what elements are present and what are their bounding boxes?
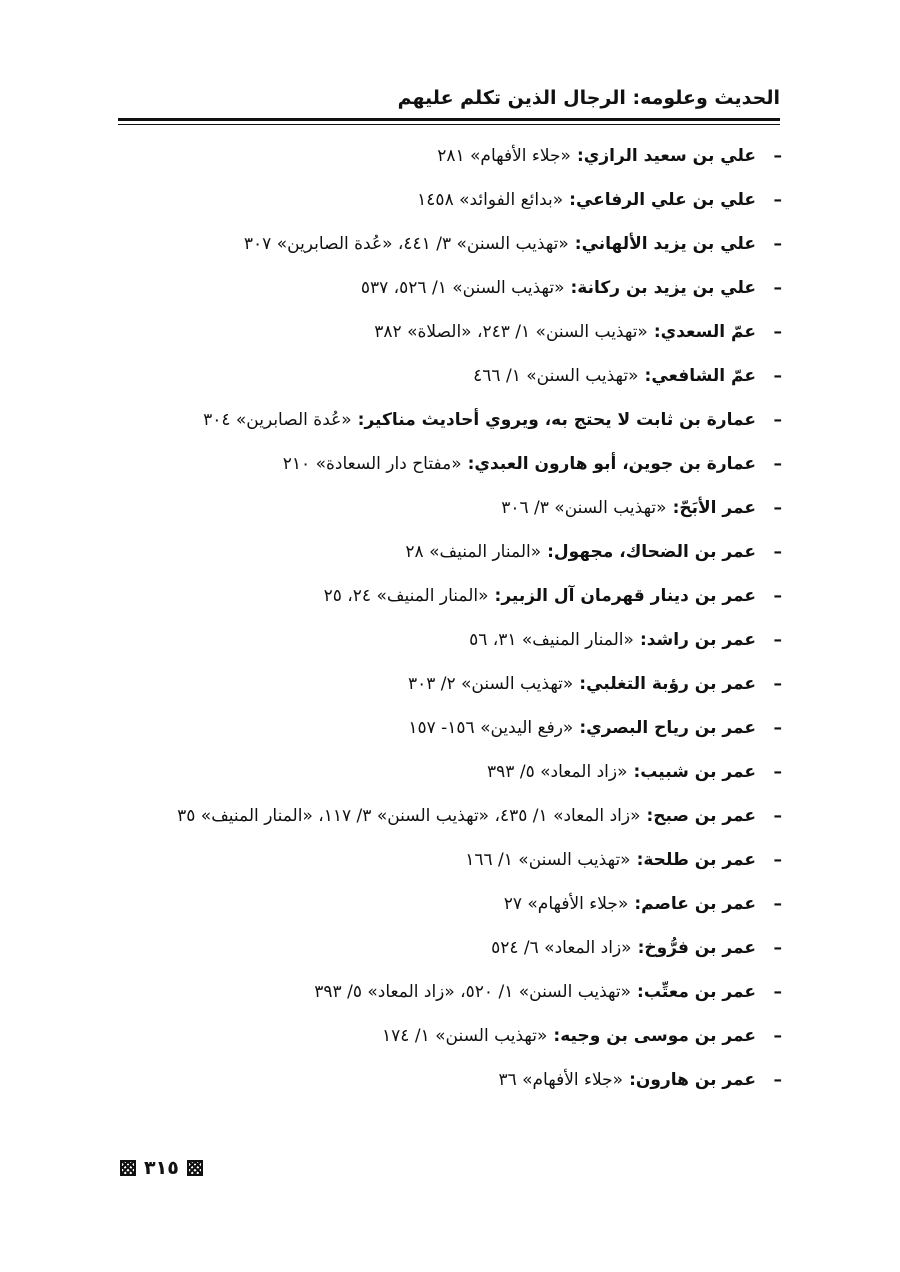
- entry-references: «تهذيب السنن» ١/ ٥٢٦، ٥٣٧: [360, 278, 565, 298]
- running-header-title: الحديث وعلومه: الرجال الذين تكلم عليهم: [397, 87, 780, 109]
- entry-references: «المنار المنيف» ٣١، ٥٦: [469, 630, 634, 650]
- index-entry: [100, 838, 782, 882]
- entry-name: عمر بن الضحاك، مجهول:: [547, 542, 756, 562]
- index-entry: [100, 794, 782, 838]
- index-entry: [100, 574, 782, 618]
- entry-references: «تهذيب السنن» ١/ ١٧٤: [382, 1026, 548, 1046]
- entry-references: «زاد المعاد» ١/ ٤٣٥، «تهذيب السنن» ٣/ ١١٧، «المنار المنيف» ٣٥: [177, 806, 641, 826]
- entry-references: «رفع اليدين» ١٥٦- ١٥٧: [408, 718, 574, 738]
- entry-dash: –: [773, 938, 782, 958]
- narrator-index-list: [100, 134, 782, 1102]
- entry-dash: –: [773, 498, 782, 518]
- index-entry: [100, 442, 782, 486]
- entry-name: عمر بن معتِّب:: [637, 982, 756, 1002]
- index-entry: [100, 970, 782, 1014]
- entry-name: عمّ الشافعي:: [644, 366, 756, 386]
- entry-name: عمر بن رؤبة التغلبي:: [579, 674, 756, 694]
- entry-name: عمّ السعدي:: [653, 322, 756, 342]
- entry-references: «تهذيب السنن» ١/ ٤٦٦: [473, 366, 639, 386]
- entry-name: علي بن يزيد الألهاني:: [574, 234, 756, 254]
- index-entry: [100, 1058, 782, 1102]
- entry-references: «جلاء الأفهام» ٢٨١: [437, 146, 571, 166]
- entry-dash: –: [773, 630, 782, 650]
- ornament-left-icon: [120, 1160, 136, 1176]
- entry-references: «عُدة الصابرين» ٣٠٤: [203, 410, 352, 430]
- entry-name: عمر بن دينار قهرمان آل الزبير:: [494, 586, 756, 606]
- index-entry: [100, 398, 782, 442]
- index-entry: [100, 1014, 782, 1058]
- entry-dash: –: [773, 278, 782, 298]
- entry-references: «جلاء الأفهام» ٢٧: [503, 894, 629, 914]
- entry-dash: –: [773, 674, 782, 694]
- entry-name: علي بن علي الرفاعي:: [569, 190, 756, 210]
- entry-references: «تهذيب السنن» ١/ ١٦٦: [465, 850, 631, 870]
- entry-name: علي بن يزيد بن ركانة:: [570, 278, 756, 298]
- index-entry: [100, 266, 782, 310]
- entry-dash: –: [773, 718, 782, 738]
- entry-references: «مفتاح دار السعادة» ٢١٠: [282, 454, 462, 474]
- entry-dash: –: [773, 410, 782, 430]
- page-footer: [120, 1154, 203, 1182]
- entry-name: عمر بن هارون:: [629, 1070, 756, 1090]
- index-entry: [100, 750, 782, 794]
- entry-dash: –: [773, 586, 782, 606]
- entry-references: «تهذيب السنن» ٢/ ٣٠٣: [407, 674, 574, 694]
- entry-name: عمر بن طلحة:: [636, 850, 756, 870]
- ornament-right-icon: [187, 1160, 203, 1176]
- entry-name: علي بن سعيد الرازي:: [576, 146, 756, 166]
- entry-references: «زاد المعاد» ٥/ ٣٩٣: [487, 762, 628, 782]
- header-rule-thick: [118, 118, 780, 121]
- entry-name: عمر بن موسى بن وجيه:: [553, 1026, 756, 1046]
- entry-dash: –: [773, 454, 782, 474]
- index-entry: [100, 662, 782, 706]
- entry-references: «تهذيب السنن» ١/ ٥٢٠، «زاد المعاد» ٥/ ٣٩٣: [314, 982, 632, 1002]
- entry-dash: –: [773, 1026, 782, 1046]
- index-entry: [100, 486, 782, 530]
- entry-dash: –: [773, 982, 782, 1002]
- entry-name: عمر بن راشد:: [639, 630, 756, 650]
- header-rule-thin: [118, 124, 780, 125]
- index-entry: [100, 882, 782, 926]
- entry-dash: –: [773, 190, 782, 210]
- entry-dash: –: [773, 234, 782, 254]
- index-entry: [100, 618, 782, 662]
- entry-references: «جلاء الأفهام» ٣٦: [498, 1070, 624, 1090]
- entry-references: «تهذيب السنن» ٣/ ٤٤١، «عُدة الصابرين» ٣٠٧: [243, 234, 569, 254]
- index-entry: [100, 706, 782, 750]
- entry-name: عمر بن رياح البصري:: [579, 718, 756, 738]
- entry-name: عمر بن شبيب:: [633, 762, 756, 782]
- entry-name: عمر الأبَحّ:: [672, 498, 756, 518]
- entry-name: عمارة بن ثابت لا يحتج به، ويروي أحاديث مناكير:: [357, 410, 756, 430]
- entry-dash: –: [773, 762, 782, 782]
- entry-name: عمر بن فرُّوخ:: [637, 938, 756, 958]
- entry-dash: –: [773, 850, 782, 870]
- index-entry: [100, 310, 782, 354]
- entry-references: «المنار المنيف» ٢٤، ٢٥: [323, 586, 489, 606]
- index-entry: [100, 926, 782, 970]
- entry-dash: –: [773, 1070, 782, 1090]
- running-header: [118, 78, 780, 125]
- index-entry: [100, 178, 782, 222]
- entry-references: «بدائع الفوائد» ١٤٥٨: [417, 190, 564, 210]
- entry-dash: –: [773, 894, 782, 914]
- entry-name: عمارة بن جوين، أبو هارون العبدي:: [467, 454, 756, 474]
- index-entry: [100, 222, 782, 266]
- entry-dash: –: [773, 146, 782, 166]
- page-number: ٣١٥: [144, 1157, 179, 1179]
- entry-references: «زاد المعاد» ٦/ ٥٢٤: [491, 938, 632, 958]
- entry-dash: –: [773, 322, 782, 342]
- index-entry: [100, 134, 782, 178]
- entry-name: عمر بن عاصم:: [634, 894, 756, 914]
- entry-references: «المنار المنيف» ٢٨: [405, 542, 542, 562]
- entry-dash: –: [773, 806, 782, 826]
- entry-references: «تهذيب السنن» ١/ ٢٤٣، «الصلاة» ٣٨٢: [374, 322, 648, 342]
- entry-dash: –: [773, 366, 782, 386]
- entry-dash: –: [773, 542, 782, 562]
- index-entry: [100, 354, 782, 398]
- entry-name: عمر بن صبح:: [646, 806, 756, 826]
- entry-references: «تهذيب السنن» ٣/ ٣٠٦: [501, 498, 667, 518]
- index-entry: [100, 530, 782, 574]
